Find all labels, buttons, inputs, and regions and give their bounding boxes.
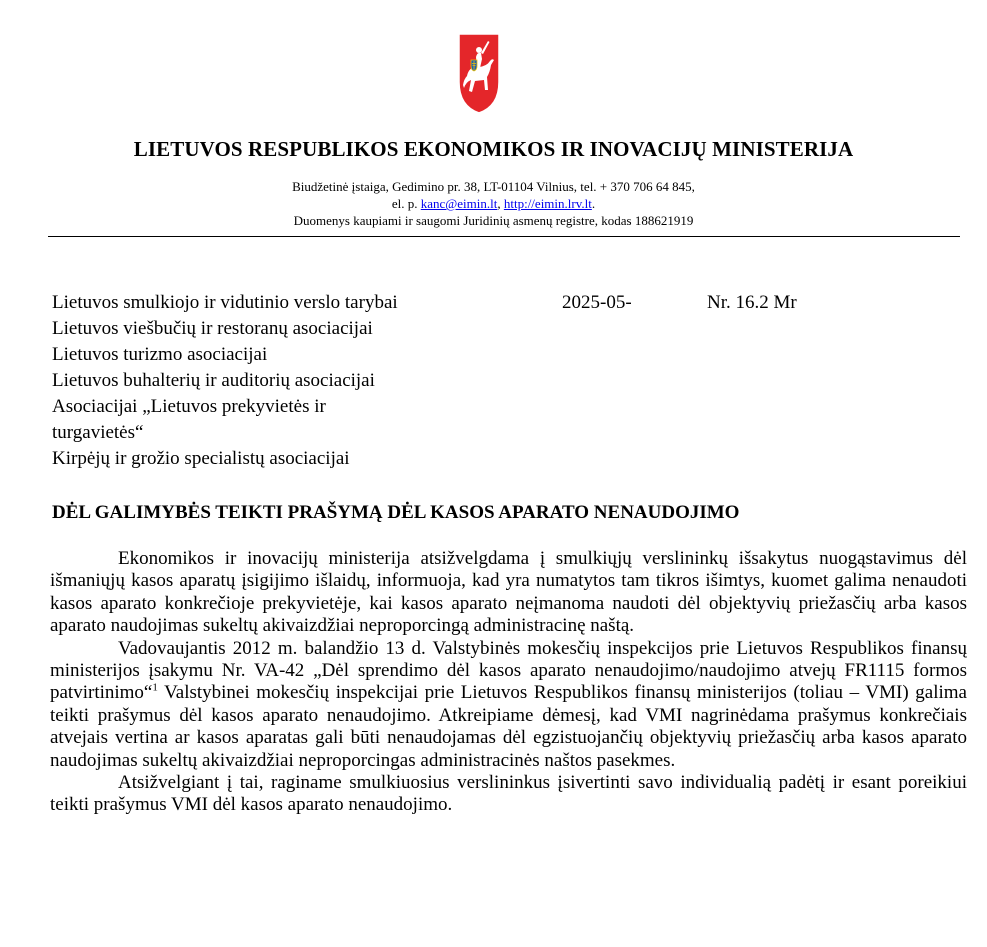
recipient: Lietuvos turizmo asociacijai [52, 344, 268, 365]
contact-block [0, 178, 987, 229]
registry-line: Duomenys kaupiami ir saugomi Juridinių asmenų registre, kodas 188621919 [293, 213, 694, 228]
line-end: . [591, 196, 596, 211]
recipient: turgavietės“ [52, 422, 144, 443]
letter-body [50, 548, 967, 817]
paragraph-2-text-cont: Valstybinei mokesčių inspekcijai prie Lietuvos Respublikos finansų ministerijos (toliau – VMI) galima teikti prašymus dėl kasos aparato nenaudojimo. Atkreipiame dėmesį, kad VMI nagrinėdama prašymus konkrečiais atvejais vertina ar kasos aparatas gali būti nenaudojamas dėl egzistuojančių objektyvių priežasčių arba kasos aparato naudojimas sukeltų akivaizdžiai neproporcingas administracinės naštos pasekmes. [50, 682, 967, 771]
footnote-marker: 1 [152, 682, 158, 695]
letter-number: Nr. 16.2 Mr [707, 292, 797, 313]
paragraph-3: Atsižvelgiant į tai, raginame smulkiuosius verslininkus įsivertinti savo individualią padėtį ir esant poreikiui teikti prašymus VMI dėl kasos aparato nenaudojimo. [50, 772, 967, 816]
email-website-line [0, 195, 987, 212]
recipient: Lietuvos viešbučių ir restoranų asociacijai [52, 318, 373, 339]
letter-subject: DĖL GALIMYBĖS TEIKTI PRAŠYMĄ DĖL KASOS APARATO NENAUDOJIMO [52, 502, 740, 523]
website-link[interactable]: http://eimin.lrv.lt [503, 196, 592, 211]
recipients-list [52, 290, 512, 472]
email-prefix: el. p. [391, 196, 418, 211]
address-line: Biudžetinė įstaiga, Gedimino pr. 38, LT-01104 Vilnius, tel. + 370 706 64 845, [292, 179, 695, 194]
letter-date: 2025-05- [562, 292, 632, 313]
ministry-name: LIETUVOS RESPUBLIKOS EKONOMIKOS IR INOVACIJŲ MINISTERIJA [133, 137, 854, 161]
paragraph-1: Ekonomikos ir inovacijų ministerija atsižvelgdama į smulkiųjų verslininkų išsakytus nuogąstavimus dėl išmaniųjų kasos aparatų įsigijimo išlaidų, informuoja, kad yra numatytos tam tikros išimtys, kuomet galima nenaudoti kasos aparato konkrečioje prekyvietėje, kai kasos aparato neįmanoma naudoti dėl objektyvių priežasčių arba kasos aparato naudojimas sukeltų akivaizdžiai neproporcingą administracinę naštą. [50, 548, 967, 637]
recipient: Lietuvos buhalterių ir auditorių asociacijai [52, 370, 375, 391]
recipient: Kirpėjų ir grožio specialistų asociacijai [52, 448, 350, 469]
email-link[interactable]: kanc@eimin.lt [420, 196, 498, 211]
header-divider [48, 236, 960, 237]
recipient: Lietuvos smulkiojo ir vidutinio verslo tarybai [52, 292, 398, 313]
vytis-coat-of-arms-icon [457, 32, 501, 115]
recipient: Asociacijai „Lietuvos prekyvietės ir [52, 396, 326, 417]
separator: , [497, 196, 501, 211]
paragraph-2 [50, 638, 967, 772]
paragraph-2-text: Vadovaujantis 2012 m. balandžio 13 d. Valstybinės mokesčių inspekcijos prie Lietuvos Respublikos finansų ministerijos įsakymu Nr. VA-42 „Dėl sprendimo dėl kasos aparato nenaudojimo/naudojimo atvejų FR1115 formos patvirtinimo“ [50, 637, 967, 704]
